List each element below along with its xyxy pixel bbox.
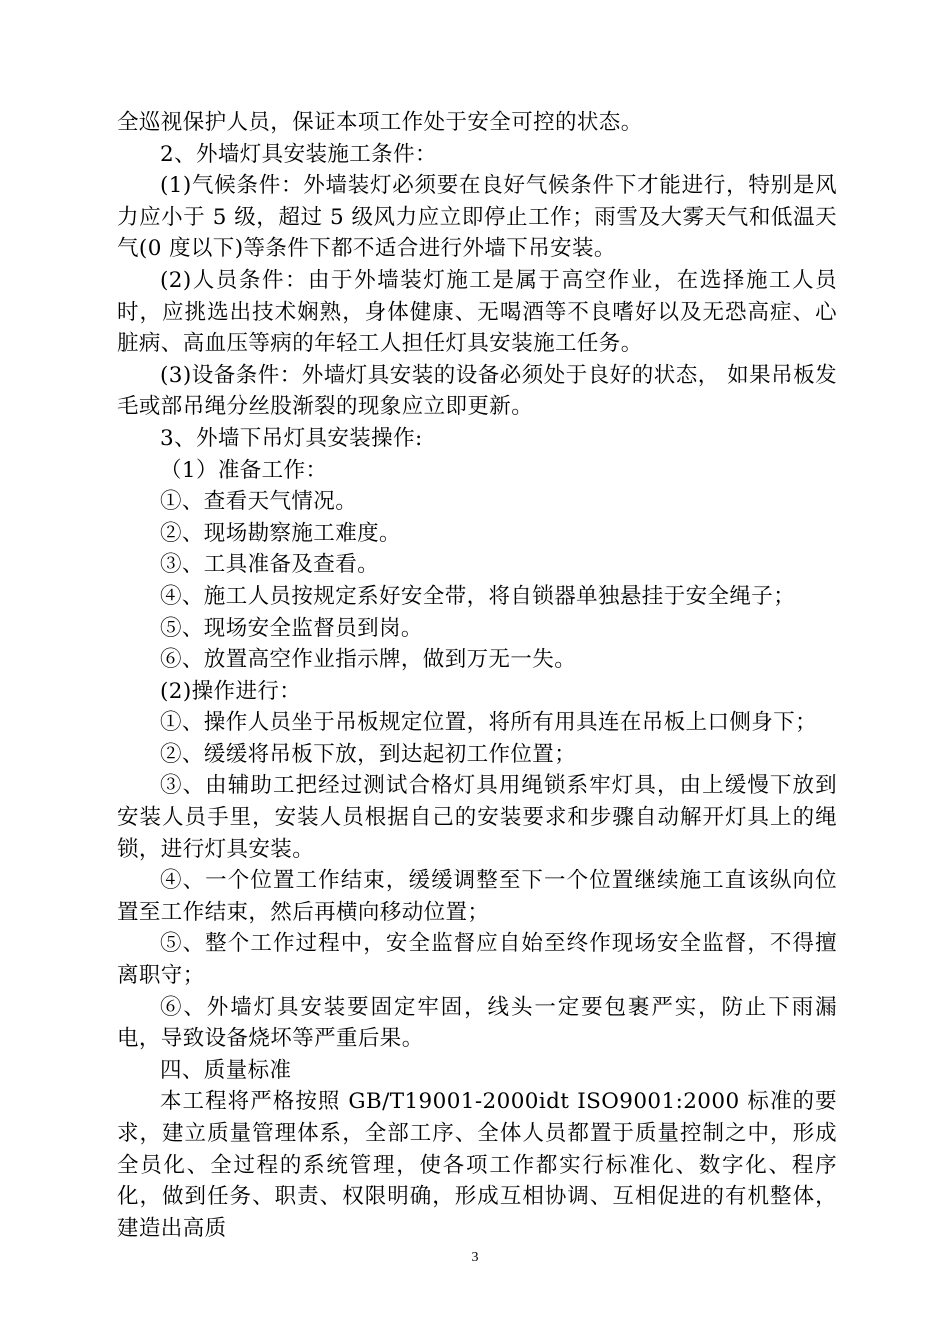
list-item: ②、现场勘察施工难度。 bbox=[160, 520, 401, 546]
list-item: ③、工具准备及查看。 bbox=[160, 552, 380, 578]
list-item: ①、操作人员坐于吊板规定位置，将所有用具连在吊板上口侧身下； bbox=[160, 710, 818, 736]
subheading: （1）准备工作： bbox=[160, 457, 328, 483]
list-item: ⑥、外墙灯具安装要固定牢固，线头一定要包裹严实，防止下雨漏电，导致设备烧坏等严重后果。 bbox=[117, 994, 837, 1052]
list-item: ①、查看天气情况。 bbox=[160, 489, 358, 515]
list-item: ②、缓缓将吊板下放，到达起初工作位置； bbox=[160, 741, 577, 767]
paragraph: 本工程将严格按照 GB/T19001-2000idt ISO9001:2000 标准的要求，建立质量管理体系，全部工序、全体人员都置于质量控制之中，形成全员化、全过程的系统管理，使各项工作都实行标准化、数字化、程序化，做到任务、职责、权限明确，形成互相协调、互相促进的有机整体，建造出高质 bbox=[117, 1089, 837, 1241]
paragraph: (1)气候条件：外墙装灯必须要在良好气候条件下才能进行，特别是风力应小于 5 级，超过 5 级风力应立即停止工作；雨雪及大雾天气和低温天气(0 度以下)等条件下都不适合进行外墙下吊安装。 bbox=[117, 173, 837, 262]
section-heading: 3、外墙下吊灯具安装操作: bbox=[160, 425, 423, 451]
list-item: ④、施工人员按规定系好安全带，将自锁器单独悬挂于安全绳子； bbox=[160, 583, 796, 609]
paragraph: (3)设备条件：外墙灯具安装的设备必须处于良好的状态， 如果吊板发毛或部吊绳分丝股渐裂的现象应立即更新。 bbox=[117, 362, 837, 420]
section-heading: 四、质量标准 bbox=[160, 1057, 292, 1083]
paragraph: 全巡视保护人员，保证本项工作处于安全可控的状态。 bbox=[117, 110, 643, 135]
list-item: ③、由辅助工把经过测试合格灯具用绳锁系牢灯具，由上缓慢下放到安装人员手里，安装人员根据自己的安装要求和步骤自动解开灯具上的绳锁，进行灯具安装。 bbox=[117, 773, 837, 862]
list-item: ⑤、现场安全监督员到岗。 bbox=[160, 615, 423, 641]
list-item: ⑤、整个工作过程中，安全监督应自始至终作现场安全监督，不得擅离职守； bbox=[117, 931, 837, 989]
paragraph: (2)人员条件：由于外墙装灯施工是属于高空作业，在选择施工人员时，应挑选出技术娴熟，身体健康、无喝酒等不良嗜好以及无恐高症、心脏病、高血压等病的年轻工人担任灯具安装施工任务。 bbox=[117, 267, 837, 357]
subheading: (2)操作进行： bbox=[160, 678, 302, 704]
section-heading: 2、外墙灯具安装施工条件： bbox=[160, 141, 437, 167]
list-item: ⑥、放置高空作业指示牌，做到万无一失。 bbox=[160, 647, 577, 673]
document-body bbox=[117, 107, 837, 1244]
page-number: 3 bbox=[471, 1250, 479, 1265]
list-item: ④、一个位置工作结束，缓缓调整至下一个位置继续施工直该纵向位置至工作结束，然后再横向移动位置； bbox=[117, 868, 837, 925]
